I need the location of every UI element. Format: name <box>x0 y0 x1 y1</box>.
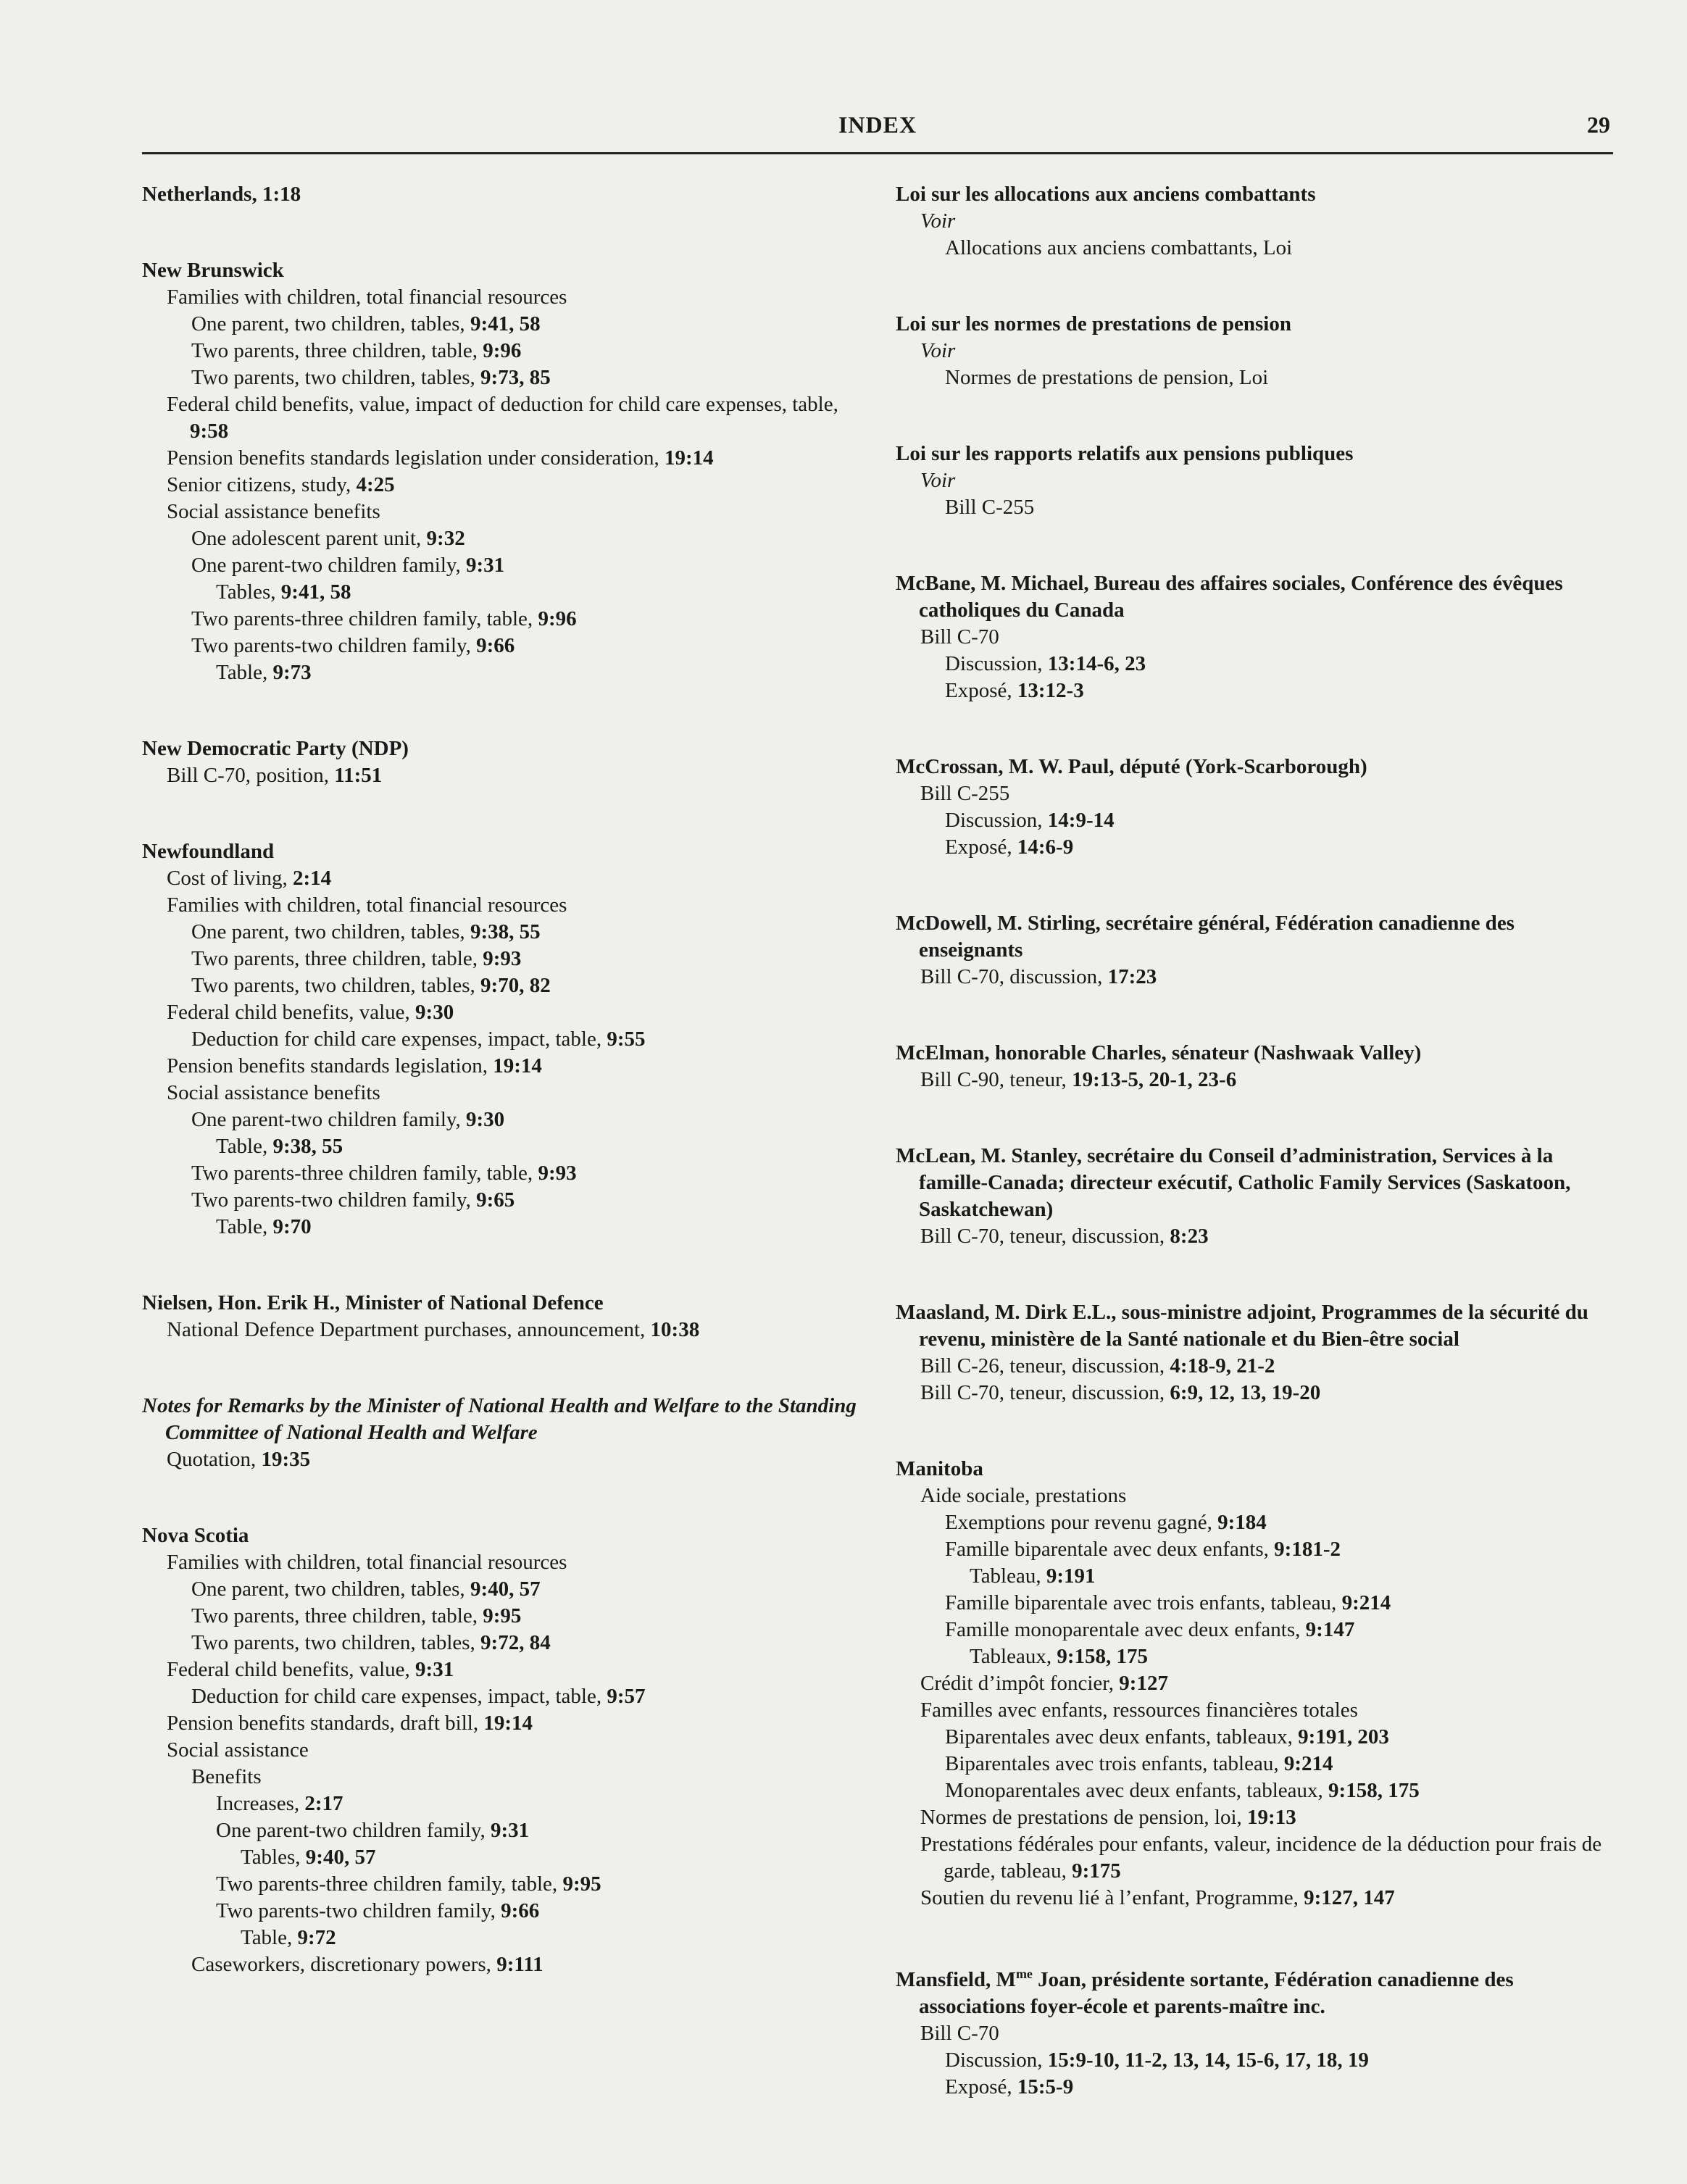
subentry-line <box>167 1710 867 1737</box>
entry-heading <box>896 441 1620 467</box>
page-locator: 9:30 <box>466 1108 505 1131</box>
subentry-line <box>920 1380 1620 1406</box>
subentry-line <box>191 633 867 659</box>
subentry-line <box>167 1080 867 1106</box>
entry-heading <box>142 1522 867 1549</box>
subentry-text: Exposé, <box>945 679 1012 702</box>
index-column-left <box>142 181 867 2027</box>
subentry-text: Benefits <box>191 1765 262 1788</box>
subentry-line <box>241 1925 867 1951</box>
subentry-line <box>216 1791 867 1817</box>
page-locator: 9:57 <box>607 1685 646 1708</box>
page-locator: 9:38, 55 <box>470 920 541 943</box>
subentry-line <box>216 659 867 686</box>
subentry-line <box>216 1871 867 1898</box>
page-locator: 19:13 <box>1247 1806 1296 1829</box>
entry-heading <box>896 1961 1620 2020</box>
page-locator: 9:70 <box>272 1215 312 1238</box>
index-entry <box>896 1456 1620 1912</box>
index-entry <box>896 570 1620 704</box>
subentry-text: Pension benefits standards legislation, <box>167 1054 488 1078</box>
subentry-line <box>216 1817 867 1844</box>
subentry-text: Tableaux, <box>970 1645 1052 1668</box>
page-locator: 15:9-10, 11-2, 13, 14, 15-6, 17, 18, 19 <box>1047 2048 1369 2072</box>
subentry-line <box>920 1831 1620 1885</box>
subentry-line <box>216 579 867 606</box>
subentry-line <box>920 1670 1620 1697</box>
subentry-text: Table, <box>241 1926 293 1949</box>
subentry-line <box>945 1509 1620 1536</box>
subentry-line <box>920 780 1620 807</box>
page-locator: 9:65 <box>476 1188 515 1212</box>
subentry-text: Two parents, two children, tables, <box>191 1631 475 1654</box>
heading-text: McElman, honorable Charles, sénateur (Nashwaak Valley) <box>896 1041 1422 1064</box>
subentry-line <box>920 1697 1620 1724</box>
page-locator: 9:38, 55 <box>272 1135 343 1158</box>
subentry-text: Increases, <box>216 1792 300 1815</box>
subentry-text: Two parents-three children family, table, <box>216 1872 558 1896</box>
heading-text: Joan, présidente sortante, Fédération canadienne des associations foyer-école et parents-maître inc. <box>919 1968 1514 2018</box>
subentry-line <box>167 1317 867 1343</box>
subentry-line <box>191 1187 867 1214</box>
subentry-text: Social assistance benefits <box>167 500 380 523</box>
subentry-text: Deduction for child care expenses, impact, table, <box>191 1028 602 1051</box>
heading-text: Loi sur les normes de prestations de pension <box>896 312 1291 335</box>
subentry-line <box>216 1133 867 1160</box>
subentry-text: Bill C-70 <box>920 2022 999 2045</box>
heading-text: Newfoundland <box>142 840 275 863</box>
entry-heading <box>896 181 1620 208</box>
subentry-text: Discussion, <box>945 809 1043 832</box>
page-locator: 9:31 <box>415 1658 454 1681</box>
subentry-line <box>970 1563 1620 1590</box>
index-entry <box>142 1393 867 1473</box>
subentry-line <box>945 807 1620 834</box>
subentry-line <box>970 1643 1620 1670</box>
subentry-line <box>945 1536 1620 1563</box>
page-locator: 4:25 <box>356 473 395 496</box>
subentry-text: Crédit d’impôt foncier, <box>920 1672 1115 1695</box>
page-locator: 19:13-5, 20-1, 23-6 <box>1072 1068 1237 1091</box>
subentry-text: Deduction for child care expenses, impact, table, <box>191 1685 602 1708</box>
page-locator: 19:14 <box>665 446 714 470</box>
heading-text: McDowell, M. Stirling, secrétaire général, Fédération canadienne des enseignants <box>896 912 1515 962</box>
subentry-line <box>920 2020 1620 2047</box>
heading-text: Maasland, M. Dirk E.L., sous-ministre adjoint, Programmes de la sécurité du revenu, ministère de la Santé nationale et du Bien-être social <box>896 1301 1588 1351</box>
page-locator: 6:9, 12, 13, 19-20 <box>1170 1381 1321 1404</box>
subentry-text: Two parents-three children family, table, <box>191 1162 533 1185</box>
page-locator: 4:18-9, 21-2 <box>1170 1354 1275 1377</box>
subentry-line <box>191 1951 867 1978</box>
subentry-line <box>945 834 1620 861</box>
page-locator: 9:191 <box>1046 1564 1096 1588</box>
heading-text: New Democratic Party (NDP) <box>142 737 409 760</box>
subentry-line <box>920 964 1620 991</box>
page-locator: 9:73, 85 <box>480 366 551 389</box>
subentry-text: Families with children, total financial resources <box>167 285 567 309</box>
subentry-line <box>920 624 1620 651</box>
page-locator: 17:23 <box>1107 965 1157 988</box>
subentry-line <box>191 525 867 552</box>
subentry-line <box>167 445 867 472</box>
page-locator: 19:35 <box>261 1448 311 1471</box>
page-locator: 9:111 <box>496 1953 543 1976</box>
subentry-line <box>945 1590 1620 1617</box>
heading-text: Notes for Remarks by the Minister of National Health and Welfare to the Standing Committee of National Health and Welfare <box>142 1394 857 1444</box>
subentry-line <box>167 999 867 1026</box>
subentry-text: Two parents, two children, tables, <box>191 366 475 389</box>
subentry-line <box>945 678 1620 704</box>
page-locator: 9:41, 58 <box>470 312 541 335</box>
subentry-line <box>945 1724 1620 1751</box>
subentry-text: Bill C-70 <box>920 625 999 649</box>
index-entry <box>896 311 1620 391</box>
subentry-line <box>191 311 867 338</box>
subentry-line <box>191 552 867 579</box>
heading-text: Netherlands, <box>142 183 257 206</box>
index-entry <box>142 838 867 1241</box>
index-column-right <box>896 181 1620 2150</box>
subentry-text: One parent-two children family, <box>191 554 461 577</box>
page-locator: 9:147 <box>1305 1618 1355 1641</box>
index-entry <box>896 910 1620 991</box>
page-locator: 9:72, 84 <box>480 1631 551 1654</box>
entry-heading <box>896 910 1620 964</box>
heading-text: Nova Scotia <box>142 1524 249 1547</box>
subentry-line <box>920 1353 1620 1380</box>
page-locator: 19:14 <box>483 1712 533 1735</box>
subentry-text: Two parents, three children, table, <box>191 947 478 970</box>
heading-text: McBane, M. Michael, Bureau des affaires sociales, Conférence des évêques catholiques du Canada <box>896 572 1563 622</box>
page-title: INDEX <box>838 112 917 138</box>
subentry-text: Tables, <box>241 1846 301 1869</box>
subentry-line <box>167 1549 867 1576</box>
page-locator: 10:38 <box>650 1318 700 1341</box>
subentry-line <box>191 1603 867 1630</box>
page-locator: 9:40, 57 <box>305 1846 376 1869</box>
subentry-line <box>920 1804 1620 1831</box>
subentry-text: Famille monoparentale avec deux enfants, <box>945 1618 1301 1641</box>
subentry-line <box>945 1617 1620 1643</box>
subentry-text: Bill C-255 <box>945 496 1035 519</box>
page-locator: 9:73 <box>272 661 312 684</box>
index-entry <box>896 181 1620 262</box>
subentry-text: Famille biparentale avec trois enfants, tableau, <box>945 1591 1337 1614</box>
subentry-text: Allocations aux anciens combattants, Loi <box>945 236 1293 259</box>
subentry-line <box>191 606 867 633</box>
subentry-line <box>945 235 1620 262</box>
subentry-text: Table, <box>216 1135 268 1158</box>
subentry-line <box>167 1737 867 1764</box>
subentry-text: Table, <box>216 661 268 684</box>
page-locator: 9:55 <box>607 1028 646 1051</box>
page-locator: 14:9-14 <box>1047 809 1115 832</box>
page-locator: 9:58 <box>190 420 229 443</box>
subentry-text: Federal child benefits, value, <box>167 1658 410 1681</box>
subentry-text: Pension benefits standards legislation under consideration, <box>167 446 659 470</box>
subentry-line <box>216 1898 867 1925</box>
subentry-line <box>216 1214 867 1241</box>
entry-heading <box>142 735 867 762</box>
index-entry <box>896 441 1620 521</box>
entry-heading <box>142 181 867 208</box>
page-locator: 9:93 <box>538 1162 577 1185</box>
page-locator: 14:6-9 <box>1017 835 1074 859</box>
page-locator: 9:214 <box>1283 1752 1333 1775</box>
page-locator: 9:127 <box>1119 1672 1168 1695</box>
subentry-line <box>167 762 867 789</box>
subentry-text: Normes de prestations de pension, Loi <box>945 366 1269 389</box>
heading-superscript: me <box>1015 1967 1033 1981</box>
entry-heading <box>896 754 1620 780</box>
index-entry <box>142 1522 867 1978</box>
subentry-line <box>920 1223 1620 1250</box>
index-entry <box>142 1290 867 1343</box>
subentry-text: Cost of living, <box>167 867 288 890</box>
see-reference-label: Voir <box>920 339 956 362</box>
subentry-text: Famille biparentale avec deux enfants, <box>945 1538 1269 1561</box>
subentry-text: Social assistance <box>167 1738 309 1762</box>
heading-text: Mansfield, M <box>896 1968 1016 1991</box>
subentry-text: Biparentales avec deux enfants, tableaux, <box>945 1725 1293 1749</box>
subentry-line <box>191 972 867 999</box>
subentry-text: Tableau, <box>970 1564 1041 1588</box>
subentry-text: Bill C-26, teneur, discussion, <box>920 1354 1165 1377</box>
page-locator: 9:31 <box>491 1819 530 1842</box>
page-locator: 9:96 <box>483 339 522 362</box>
subentry-line <box>945 494 1620 521</box>
subentry-text: Discussion, <box>945 652 1043 675</box>
subentry-text: Bill C-70, discussion, <box>920 965 1103 988</box>
index-entry <box>896 1040 1620 1093</box>
subentry-text: Two parents-two children family, <box>216 1899 496 1922</box>
page-locator: 9:184 <box>1217 1511 1267 1534</box>
page-locator: 9:214 <box>1341 1591 1391 1614</box>
subentry-line <box>191 1683 867 1710</box>
subentry-text: One parent, two children, tables, <box>191 1577 465 1601</box>
page-locator: 13:12-3 <box>1017 679 1084 702</box>
subentry-text: Two parents-three children family, table, <box>191 607 533 630</box>
subentry-text: Federal child benefits, value, <box>167 1001 410 1024</box>
subentry-line <box>191 1026 867 1053</box>
entry-heading <box>896 570 1620 624</box>
subentry-line <box>167 284 867 311</box>
page-locator: 9:41, 58 <box>280 580 351 604</box>
subentry-text: Families with children, total financial resources <box>167 1551 567 1574</box>
subentry-line <box>191 1764 867 1791</box>
subentry-text: Bill C-255 <box>920 782 1010 805</box>
page-locator: 9:66 <box>476 634 515 657</box>
subentry-line <box>945 2047 1620 2074</box>
entry-heading <box>896 311 1620 338</box>
subentry-text: National Defence Department purchases, announcement, <box>167 1318 646 1341</box>
page-locator: 9:32 <box>426 527 465 550</box>
page-locator: 9:95 <box>483 1604 522 1627</box>
heading-locator: 1:18 <box>262 183 301 206</box>
subentry-line <box>945 2074 1620 2101</box>
index-entry <box>896 1299 1620 1406</box>
entry-heading <box>142 1393 867 1446</box>
page-locator: 9:96 <box>538 607 577 630</box>
page-locator: 2:14 <box>293 867 332 890</box>
page-locator: 9:93 <box>483 947 522 970</box>
see-reference-label: Voir <box>920 209 956 233</box>
entry-heading <box>896 1456 1620 1483</box>
page-locator: 9:72 <box>297 1926 336 1949</box>
page-locator: 11:51 <box>334 764 383 787</box>
index-entry <box>142 257 867 686</box>
subentry-line <box>191 1630 867 1656</box>
subentry-text: Federal child benefits, value, impact of deduction for child care expenses, table, <box>167 393 838 416</box>
subentry-text: Two parents, three children, table, <box>191 339 478 362</box>
page-locator: 9:30 <box>415 1001 454 1024</box>
subentry-text: Prestations fédérales pour enfants, valeur, incidence de la déduction pour frais de garde, tableau, <box>920 1833 1602 1883</box>
heading-text: McLean, M. Stanley, secrétaire du Conseil d’administration, Services à la famille-Canada; directeur exécutif, Catholic Family Services (Saskatoon, Saskatchewan) <box>896 1144 1571 1221</box>
subentry-line <box>167 499 867 525</box>
subentry-text: Monoparentales avec deux enfants, tableaux, <box>945 1779 1323 1802</box>
subentry-text: One parent, two children, tables, <box>191 312 465 335</box>
page-locator: 9:127, 147 <box>1304 1886 1395 1909</box>
page-locator: 9:95 <box>562 1872 601 1896</box>
subentry-text: Normes de prestations de pension, loi, <box>920 1806 1242 1829</box>
page-locator: 15:5-9 <box>1017 2075 1074 2098</box>
subentry-text: Two parents-two children family, <box>191 1188 471 1212</box>
page-locator: 9:191, 203 <box>1298 1725 1389 1749</box>
subentry-text: Families with children, total financial resources <box>167 893 567 917</box>
heading-text: New Brunswick <box>142 259 284 282</box>
page-locator: 8:23 <box>1170 1225 1209 1248</box>
subentry-line <box>945 1751 1620 1777</box>
page-locator: 9:175 <box>1072 1859 1121 1883</box>
subentry-line <box>167 472 867 499</box>
subentry-text: Tables, <box>216 580 276 604</box>
page-locator: 9:158, 175 <box>1057 1645 1149 1668</box>
subentry-text: Bill C-90, teneur, <box>920 1068 1067 1091</box>
page-locator: 9:158, 175 <box>1328 1779 1420 1802</box>
see-reference-label: Voir <box>920 469 956 492</box>
subentry-line <box>241 1844 867 1871</box>
heading-text: Nielsen, Hon. Erik H., Minister of National Defence <box>142 1291 604 1314</box>
page-locator: 13:14-6, 23 <box>1047 652 1146 675</box>
heading-text: McCrossan, M. W. Paul, député (York-Scarborough) <box>896 755 1367 778</box>
subentry-text: Two parents, three children, table, <box>191 1604 478 1627</box>
entry-heading <box>896 1299 1620 1353</box>
subentry-text: Discussion, <box>945 2048 1043 2072</box>
index-entry <box>142 181 867 208</box>
subentry-line <box>167 1053 867 1080</box>
subentry-text: Familles avec enfants, ressources financières totales <box>920 1699 1358 1722</box>
entry-heading <box>142 257 867 284</box>
page-locator: 2:17 <box>304 1792 343 1815</box>
subentry-text: Exemptions pour revenu gagné, <box>945 1511 1212 1534</box>
subentry-text: Senior citizens, study, <box>167 473 351 496</box>
heading-text: Loi sur les rapports relatifs aux pensions publiques <box>896 442 1354 465</box>
subentry-line <box>945 651 1620 678</box>
subentry-text: Pension benefits standards, draft bill, <box>167 1712 479 1735</box>
subentry-text: Soutien du revenu lié à l’enfant, Programme, <box>920 1886 1299 1909</box>
subentry-text: Bill C-70, position, <box>167 764 329 787</box>
page-locator: 9:40, 57 <box>470 1577 541 1601</box>
subentry-text: One parent-two children family, <box>191 1108 461 1131</box>
subentry-text: Two parents, two children, tables, <box>191 974 475 997</box>
subentry-line <box>920 1885 1620 1912</box>
subentry-line <box>167 391 867 445</box>
page-locator: 9:70, 82 <box>480 974 551 997</box>
subentry-line <box>191 919 867 946</box>
subentry-text: Exposé, <box>945 835 1012 859</box>
subentry-line <box>167 892 867 919</box>
subentry-line <box>945 364 1620 391</box>
page-locator: 9:31 <box>466 554 505 577</box>
subentry-line <box>191 1106 867 1133</box>
subentry-text: Quotation, <box>167 1448 257 1471</box>
subentry-text: Table, <box>216 1215 268 1238</box>
index-entry <box>896 1143 1620 1250</box>
page-header <box>142 109 1613 154</box>
subentry-line <box>191 1160 867 1187</box>
subentry-text: Bill C-70, teneur, discussion, <box>920 1225 1165 1248</box>
subentry-text: Aide sociale, prestations <box>920 1484 1127 1507</box>
subentry-text: Bill C-70, teneur, discussion, <box>920 1381 1165 1404</box>
subentry-line <box>920 1067 1620 1093</box>
subentry-text: Exposé, <box>945 2075 1012 2098</box>
subentry-text: Social assistance benefits <box>167 1081 380 1104</box>
subentry-text: Biparentales avec trois enfants, tableau, <box>945 1752 1279 1775</box>
subentry-line <box>920 1483 1620 1509</box>
subentry-line <box>167 1446 867 1473</box>
page-locator: 9:66 <box>501 1899 540 1922</box>
subentry-line <box>191 338 867 364</box>
subentry-line <box>191 364 867 391</box>
subentry-line <box>191 1576 867 1603</box>
subentry-text: One adolescent parent unit, <box>191 527 422 550</box>
entry-heading <box>142 1290 867 1317</box>
subentry-text: One parent, two children, tables, <box>191 920 465 943</box>
page-locator: 9:181-2 <box>1274 1538 1341 1561</box>
subentry-text: Caseworkers, discretionary powers, <box>191 1953 491 1976</box>
page-locator: 19:14 <box>493 1054 542 1078</box>
subentry-text: One parent-two children family, <box>216 1819 486 1842</box>
index-entry <box>896 754 1620 861</box>
index-entry <box>142 735 867 789</box>
heading-text: Manitoba <box>896 1457 983 1480</box>
heading-text: Loi sur les allocations aux anciens combattants <box>896 183 1316 206</box>
subentry-text: Two parents-two children family, <box>191 634 471 657</box>
subentry-line <box>945 1777 1620 1804</box>
subentry-line <box>167 865 867 892</box>
entry-heading <box>896 1040 1620 1067</box>
entry-heading <box>142 838 867 865</box>
index-entry <box>896 1961 1620 2101</box>
entry-heading <box>896 1143 1620 1223</box>
subentry-line <box>191 946 867 972</box>
page-number: 29 <box>1587 112 1610 138</box>
subentry-line <box>167 1656 867 1683</box>
